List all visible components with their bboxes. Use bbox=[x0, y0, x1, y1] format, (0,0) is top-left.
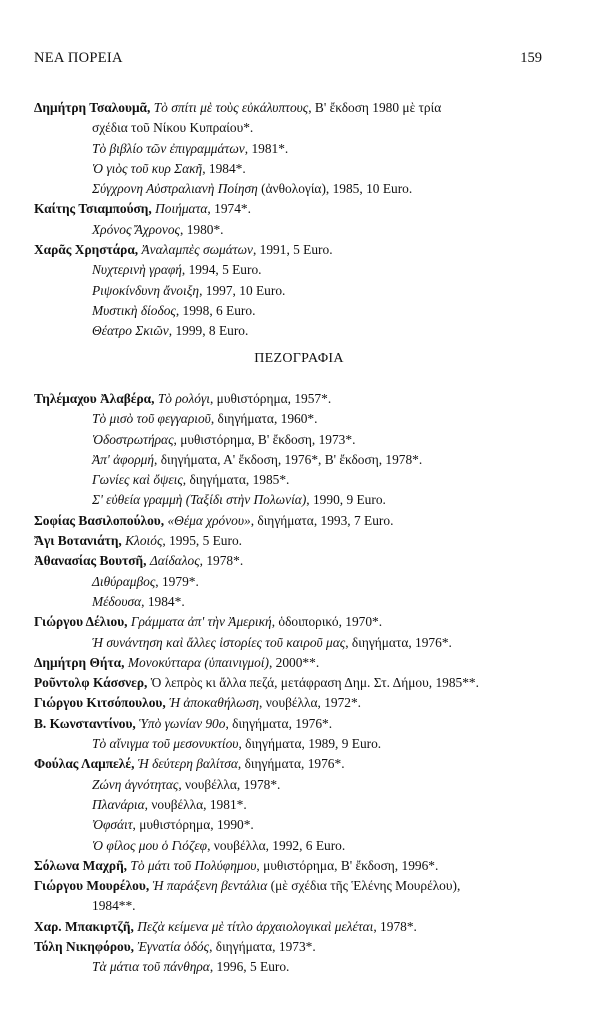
entry-details: , διηγήματα, 1976*. bbox=[237, 756, 345, 772]
entry-details: , 1994, 5 Euro. bbox=[181, 262, 262, 278]
entry-title: Ριψοκίνδυνη ἄνοιξη bbox=[92, 282, 200, 298]
entry-continuation bbox=[34, 179, 554, 199]
entry-title: Σ' εὐθεία γραμμὴ (Ταξίδι στὴν Πολωνία) bbox=[92, 492, 307, 508]
entry-details: , νουβέλλα, 1978*. bbox=[178, 776, 281, 792]
entry-details: , 1980*. bbox=[180, 221, 224, 237]
section-heading: ΠΕΖΟΓΡΑΦΙΑ bbox=[254, 351, 344, 366]
entry-details: , διηγήματα, 1973*. bbox=[209, 939, 316, 955]
entry-continuation bbox=[34, 139, 554, 159]
entry-details: , Β' ἔκδοση 1980 μὲ τρία bbox=[308, 100, 442, 115]
entry-details: , διηγήματα, 1976*. bbox=[225, 715, 333, 731]
bibliography-entry bbox=[34, 389, 554, 409]
entry-continuation bbox=[34, 159, 554, 179]
bibliography-entry bbox=[34, 653, 554, 673]
bibliography-entry bbox=[34, 693, 554, 713]
entry-details: , διηγήματα, 1960*. bbox=[210, 411, 318, 427]
page-number: 159 bbox=[520, 50, 542, 66]
entry-details: , 1984*. bbox=[141, 593, 185, 609]
entry-author: Καίτης Τσιαμπούση, bbox=[34, 201, 152, 217]
entry-details: , 1979*. bbox=[155, 573, 199, 589]
entry-title: Ποιήματα bbox=[155, 201, 208, 217]
entry-continuation bbox=[34, 260, 554, 280]
entry-title: Θέατρο Σκιῶν bbox=[92, 323, 169, 339]
entry-details: , διηγήματα, 1993, 7 Euro. bbox=[250, 512, 394, 528]
entry-author: Χαρ. Μπακιρτζῆ, bbox=[34, 918, 134, 934]
entry-details: (ἀνθολογία), 1985, 10 Euro. bbox=[257, 181, 413, 197]
entry-title: Τὸ σπίτι μὲ τοὺς εὐκάλυπτους bbox=[153, 100, 309, 115]
entry-title: Τὸ ρολόγι bbox=[157, 391, 210, 406]
entry-details: Ὁ λεπρὸς κι ἄλλα πεζά, μετάφραση Δημ. Στ. Δήμου, 1985**. bbox=[150, 675, 479, 691]
entry-details: , μυθιστόρημα, 1957*. bbox=[209, 391, 332, 406]
entry-details: , 1974*. bbox=[207, 201, 251, 217]
entry-continuation bbox=[34, 896, 554, 916]
bibliography-entry bbox=[34, 856, 554, 876]
entry-continuation bbox=[34, 734, 554, 754]
entry-details: , διηγήματα, 1976*. bbox=[345, 634, 452, 650]
entry-continuation bbox=[34, 470, 554, 490]
bibliography-entry bbox=[34, 876, 554, 896]
entry-details: , 1997, 10 Euro. bbox=[199, 282, 286, 298]
bibliography-entry bbox=[34, 199, 554, 219]
entry-continuation bbox=[34, 490, 554, 510]
entry-details: , 1990, 9 Euro. bbox=[306, 492, 386, 508]
entry-details: σχέδια τοῦ Νίκου Κυπραίου*. bbox=[92, 120, 254, 136]
entry-title: Ἡ ἀποκαθήλωση bbox=[169, 695, 259, 711]
entry-continuation bbox=[34, 815, 554, 835]
entry-title: Ἡ συνάντηση καὶ ἄλλες ἱστορίες τοῦ καιροῦ μας bbox=[92, 634, 346, 650]
entry-author: Ἄγι Βοτανιάτη, bbox=[34, 533, 122, 549]
entry-author: Δημήτρη Θήτα, bbox=[34, 654, 125, 670]
running-title: ΝΕΑ ΠΟΡΕΙΑ bbox=[34, 50, 123, 66]
entry-title: Ὁδοστρωτήρας bbox=[92, 431, 174, 447]
entry-author: Δημήτρη Τσαλουμᾶ, bbox=[34, 100, 151, 115]
entry-continuation bbox=[34, 118, 554, 138]
bibliography-entry bbox=[34, 714, 554, 734]
entry-author: Γιώργου Κιτσόπουλου, bbox=[34, 695, 166, 711]
entry-details: , διηγήματα, 1985*. bbox=[182, 472, 290, 488]
entry-title: Πεζὰ κείμενα μὲ τίτλο ἀρχαιολογικαὶ μελέται bbox=[137, 918, 374, 934]
entry-title: Τὰ μάτια τοῦ πάνθηρα bbox=[92, 959, 210, 975]
entry-details: , μυθιστόρημα, 1990*. bbox=[132, 817, 254, 833]
entry-continuation bbox=[34, 220, 554, 240]
entry-author: Τηλέμαχου Ἀλαβέρα, bbox=[34, 391, 155, 406]
entry-title: Τὸ αἴνιγμα τοῦ μεσονυκτίου bbox=[92, 736, 239, 752]
entry-continuation bbox=[34, 301, 554, 321]
entry-title: Ζώνη ἁγνότητας bbox=[92, 776, 179, 792]
entry-title: Γράμματα ἀπ' τὴν Ἀμερική bbox=[130, 614, 272, 630]
entry-details: , 1999, 8 Euro. bbox=[168, 323, 249, 339]
entry-continuation bbox=[34, 572, 554, 592]
entry-details: , 1996, 5 Euro. bbox=[209, 959, 290, 975]
bibliography-entry bbox=[34, 673, 554, 693]
prose-list bbox=[34, 389, 554, 978]
entry-details: , 1981*. bbox=[244, 140, 289, 156]
bibliography-entry bbox=[34, 612, 554, 632]
entry-author: Τόλη Νικηφόρου, bbox=[34, 939, 135, 955]
entry-title: Τὸ βιβλίο τῶν ἐπιγραμμάτων bbox=[92, 140, 245, 156]
entry-author: Φούλας Λαμπελέ, bbox=[34, 756, 135, 772]
entry-title: Ἀναλαμπὲς σωμάτων bbox=[141, 242, 253, 258]
entry-details: , ὁδοιπορικό, 1970*. bbox=[271, 614, 383, 630]
entry-details: , 1995, 5 Euro. bbox=[162, 533, 242, 549]
bibliography-entry bbox=[34, 240, 554, 260]
entry-title: Κλοιός bbox=[125, 533, 163, 549]
bibliography-entry bbox=[34, 98, 554, 118]
entry-title: Χρόνος Ἄχρονος bbox=[92, 221, 180, 237]
entry-title: Ἀπ' ἀφορμή bbox=[92, 451, 155, 467]
entry-author: Σοφίας Βασιλοπούλου, bbox=[34, 512, 165, 528]
entry-title: Ὁ γιὸς τοῦ κυρ Σακῆ bbox=[92, 160, 203, 176]
entry-details: 1984**. bbox=[92, 898, 136, 914]
entry-details: , 2000**. bbox=[268, 654, 320, 670]
entry-title: Γωνίες καὶ ὄψεις bbox=[92, 472, 183, 488]
entry-continuation bbox=[34, 321, 554, 341]
entry-title: Ὀφσάιτ bbox=[92, 817, 133, 833]
entry-continuation bbox=[34, 775, 554, 795]
entry-title: «Θέμα χρόνου» bbox=[167, 512, 251, 528]
entry-continuation bbox=[34, 592, 554, 612]
entry-details: , μυθιστόρημα, Β' ἔκδοση, 1973*. bbox=[173, 431, 356, 447]
entry-title: Ἡ παράξενη βεντάλια bbox=[152, 878, 268, 894]
entry-continuation bbox=[34, 430, 554, 450]
entry-title: Τὸ μισὸ τοῦ φεγγαριοῦ bbox=[92, 411, 211, 427]
entry-title: Νυχτερινὴ γραφή bbox=[92, 262, 182, 278]
entry-title: Ἐγνατία ὁδός bbox=[137, 939, 210, 955]
entry-details: , νουβέλλα, 1981*. bbox=[144, 796, 247, 812]
entry-author: Β. Κωνσταντίνου, bbox=[34, 715, 136, 731]
entry-title: Ὁ φίλος μου ὁ Γιόζεφ bbox=[92, 837, 208, 853]
entry-author: Χαρᾶς Χρηστάρα, bbox=[34, 242, 139, 258]
entry-continuation bbox=[34, 795, 554, 815]
entry-author: Γιώργου Δέλιου, bbox=[34, 614, 128, 630]
entry-details: , 1984*. bbox=[202, 160, 246, 176]
page-header bbox=[34, 50, 542, 70]
entry-title: Ὑπὸ γωνίαν 90ο bbox=[139, 715, 226, 731]
entry-continuation bbox=[34, 633, 554, 653]
bibliography-entry bbox=[34, 754, 554, 774]
bibliography-entry bbox=[34, 511, 554, 531]
bibliography-entry bbox=[34, 551, 554, 571]
entry-author: Ροῦντολφ Κάσσνερ, bbox=[34, 675, 148, 691]
entry-title: Μυστικὴ δίοδος bbox=[92, 302, 176, 318]
entry-details: , νουβέλλα, 1992, 6 Euro. bbox=[207, 837, 346, 853]
entry-title: Ἡ δεύτερη βαλίτσα bbox=[137, 756, 238, 772]
bibliography-entry bbox=[34, 531, 554, 551]
entry-details: , 1978*. bbox=[199, 553, 244, 569]
entry-details: , μυθιστόρημα, Β' ἔκδοση, 1996*. bbox=[256, 857, 439, 873]
entry-continuation bbox=[34, 281, 554, 301]
entry-title: Μονοκύτταρα (ὑπαινιγμοί) bbox=[127, 654, 269, 670]
entry-title: Μέδουσα bbox=[92, 593, 142, 609]
entry-details: , διηγήματα, Α' ἔκδοση, 1976*, Β' ἔκδοση, 1978*. bbox=[154, 451, 423, 467]
entry-title: Τὸ μάτι τοῦ Πολύφημου bbox=[130, 857, 257, 873]
entry-author: Γιώργου Μουρέλου, bbox=[34, 878, 150, 894]
entry-continuation bbox=[34, 957, 554, 977]
bibliography-entry bbox=[34, 937, 554, 957]
entry-title: Δαίδαλος bbox=[149, 553, 200, 569]
entry-continuation bbox=[34, 836, 554, 856]
entry-details: , νουβέλλα, 1972*. bbox=[259, 695, 362, 711]
entry-details: , 1978*. bbox=[373, 918, 417, 934]
entry-author: Σόλωνα Μαχρῆ, bbox=[34, 857, 128, 873]
poetry-list bbox=[34, 98, 554, 342]
entry-title: Σύγχρονη Αὐστραλιανὴ Ποίηση bbox=[92, 181, 258, 197]
entry-title: Διθύραμβος bbox=[92, 573, 156, 589]
entry-continuation bbox=[34, 409, 554, 429]
entry-details: (μὲ σχέδια τῆς Ἑλένης Μουρέλου), bbox=[267, 878, 461, 894]
entry-details: , διηγήματα, 1989, 9 Euro. bbox=[238, 736, 382, 752]
bibliography-entry bbox=[34, 917, 554, 937]
entry-title: Πλανάρια bbox=[92, 796, 145, 812]
entry-continuation bbox=[34, 450, 554, 470]
entry-details: , 1991, 5 Euro. bbox=[252, 242, 333, 258]
entry-author: Ἀθανασίας Βουτσῆ, bbox=[34, 553, 147, 569]
entry-details: , 1998, 6 Euro. bbox=[175, 302, 256, 318]
